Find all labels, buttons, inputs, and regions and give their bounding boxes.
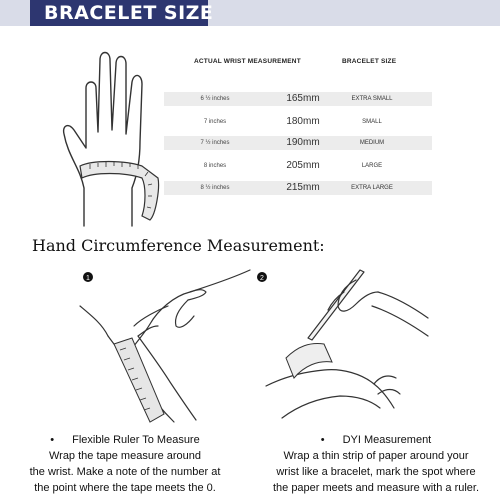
step-1-caption xyxy=(0,432,250,496)
step-number: 1 xyxy=(86,275,90,282)
step-1-heading-line xyxy=(0,432,250,448)
step-2-caption xyxy=(252,432,500,496)
wrist-tape-measure-icon xyxy=(80,162,159,221)
row-inches: 6 ½ inches xyxy=(200,96,230,102)
row-size: SMALL xyxy=(362,119,382,125)
wrist-tape-measure-icon xyxy=(114,338,164,422)
hand-writing-pen-icon xyxy=(266,270,428,418)
table-row xyxy=(164,159,432,173)
row-mm: 190mm xyxy=(286,137,320,148)
bullet: • xyxy=(50,434,55,446)
step-1-heading: Flexible Ruler To Measure xyxy=(72,434,200,446)
step-1-illustration xyxy=(78,266,254,426)
step-1-line-2: the wrist. Make a note of the number at xyxy=(29,466,221,478)
hand-with-tape-icon xyxy=(62,38,174,238)
page-title: BRACELET SIZE xyxy=(44,2,214,24)
row-size: LARGE xyxy=(361,163,383,169)
step-2-heading: DYI Measurement xyxy=(342,434,432,446)
header-bracelet-size: BRACELET SIZE xyxy=(342,58,397,65)
step-2-line-2: wrist like a bracelet, mark the spot where xyxy=(276,466,476,478)
step-1-line-1: Wrap the tape measure around xyxy=(48,450,202,462)
header-wrist-measurement: ACTUAL WRIST MEASUREMENT xyxy=(194,58,301,65)
row-inches: 8 inches xyxy=(203,163,227,169)
table-row xyxy=(164,92,432,106)
row-inches: 7 ½ inches xyxy=(200,140,230,146)
step-2-illustration xyxy=(252,266,432,426)
table-row xyxy=(164,181,432,195)
section-title: Hand Circumference Measurement: xyxy=(32,236,325,255)
row-size: MEDIUM xyxy=(359,140,385,146)
row-mm: 215mm xyxy=(286,182,320,193)
header-banner xyxy=(0,0,500,26)
step-2-line-1: Wrap a thin strip of paper around your xyxy=(283,450,469,462)
row-inches: 8 ½ inches xyxy=(200,185,230,191)
step-number: 2 xyxy=(260,275,264,282)
table-row xyxy=(164,136,432,150)
row-inches: 7 inches xyxy=(203,119,227,125)
row-size: EXTRA SMALL xyxy=(351,96,393,102)
row-mm: 180mm xyxy=(286,116,320,127)
step-2-heading-line xyxy=(252,432,500,448)
row-mm: 205mm xyxy=(286,160,320,171)
row-mm: 165mm xyxy=(286,93,320,104)
step-2-line-3: the paper meets and measure with a ruler. xyxy=(272,482,480,494)
row-size: EXTRA LARGE xyxy=(351,185,393,191)
step-1-line-3: the point where the tape meets the 0. xyxy=(34,482,216,494)
paper-strip-icon xyxy=(286,344,332,378)
table-row xyxy=(164,115,432,129)
bullet: • xyxy=(320,434,325,446)
